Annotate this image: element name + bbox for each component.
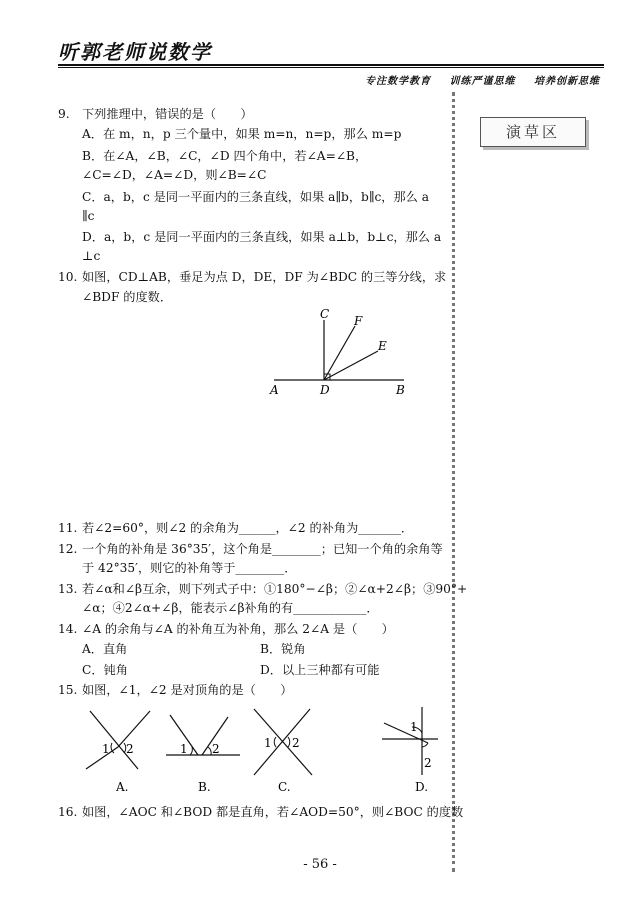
q15-figure-b [166, 715, 240, 794]
q12-line2: 于 42°35′，则它的补角等于________． [82, 561, 297, 575]
fig-d-label-1: 1 [410, 720, 418, 734]
q9-option-a: A．在 m，n，p 三个量中，如果 m=n，n=p，那么 m=p [82, 127, 402, 141]
draft-area-label: 演草区 [480, 117, 586, 147]
q12-line1: 12. 一个角的补角是 36°35′，这个角是________；已知一个角的余角等 [58, 542, 443, 556]
q15-figure-c [254, 709, 312, 794]
question-column [58, 0, 468, 905]
fig-c-label-1: 1 [264, 736, 272, 750]
slogan-2: 训练严谨思维 [449, 76, 516, 87]
label-f: F [354, 314, 363, 328]
slogan-1: 专注数学教育 [365, 76, 432, 87]
fig-d-caption: D. [415, 780, 429, 794]
q9-option-c-line2: ∥c [82, 209, 95, 223]
q9-stem: 9. 下列推理中，错误的是（ ） [58, 107, 253, 121]
label-a: A [270, 383, 279, 397]
slogan-3: 培养创新思维 [534, 76, 600, 87]
fig-a-line-1 [90, 711, 138, 769]
fig-c-arc-1 [274, 737, 276, 747]
q10-line1: 10. 如图，CD⊥AB，垂足为点 D，DE，DF 为∠BDC 的三等分线，求 [58, 270, 447, 284]
fig-c-arc-2 [288, 737, 290, 747]
fig-b-label-2: 2 [212, 742, 220, 756]
label-b: B [396, 383, 405, 397]
fig-b-arc-1 [190, 747, 192, 755]
page-number: - 56 - [303, 857, 337, 872]
q15-stem: 15. 如图，∠1，∠2 是对顶角的是（ ） [58, 683, 293, 697]
fig-a-label-2: 2 [126, 742, 134, 756]
q9-option-c-line1: C．a，b，c 是同一平面内的三条直线，如果 a∥b，b∥c，那么 a [82, 190, 429, 204]
fig-a-label-1: 1 [102, 742, 110, 756]
label-c: C [320, 308, 330, 321]
q14-option-d: D．以上三种都有可能 [260, 663, 380, 677]
fig-d-arc-2 [422, 743, 428, 747]
q13-line2: ∠α；④2∠α+∠β，能表示∠β补角的有____________． [82, 601, 379, 615]
q10-line2: ∠BDF 的度数． [82, 290, 173, 304]
fig-d-label-2: 2 [424, 756, 432, 770]
q10-figure [268, 308, 418, 403]
q14-option-b: B．锐角 [260, 642, 306, 656]
fig-a-caption: A. [116, 780, 129, 794]
q9-option-b-line1: B．在∠A，∠B，∠C，∠D 四个角中，若∠A=∠B， [82, 149, 368, 163]
q13-line1: 13. 若∠α和∠β互余，则下列式子中：①180°−∠β；②∠α+2∠β；③90°+ [58, 582, 468, 596]
q16: 16. 如图，∠AOC 和∠BOD 都是直角，若∠AOD=50°，则∠BOC 的度数 [58, 805, 464, 819]
q14-option-c: C．钝角 [82, 663, 128, 677]
q15-figures [78, 703, 438, 798]
column-divider [452, 92, 455, 872]
q15-figure-a [86, 711, 150, 794]
fig-c-caption: C. [278, 780, 291, 794]
q14-option-a: A．直角 [82, 642, 128, 656]
fig-b-label-1: 1 [180, 742, 188, 756]
fig-a-line-2 [118, 711, 150, 747]
fig-b-arc-2 [208, 747, 211, 755]
fig-b-caption: B. [198, 780, 211, 794]
brand-title: 听郭老师说数学 [58, 40, 212, 64]
q14-stem: 14. ∠A 的余角与∠A 的补角互为补角，那么 2∠A 是（ ） [58, 622, 394, 636]
q9-option-d-line1: D．a，b，c 是同一平面内的三条直线，如果 a⊥b，b⊥c，那么 a [82, 230, 442, 244]
q11: 11. 若∠2=60°，则∠2 的余角为______，∠2 的补角为_______． [58, 521, 414, 535]
fig-c-label-2: 2 [292, 736, 300, 750]
q15-figure-d [382, 707, 438, 794]
q9-option-d-line2: ⊥c [82, 249, 101, 263]
label-d: D [320, 383, 330, 397]
q9-option-b-line2: ∠C=∠D，∠A=∠D，则∠B=∠C [82, 168, 267, 182]
label-e: E [378, 339, 387, 353]
